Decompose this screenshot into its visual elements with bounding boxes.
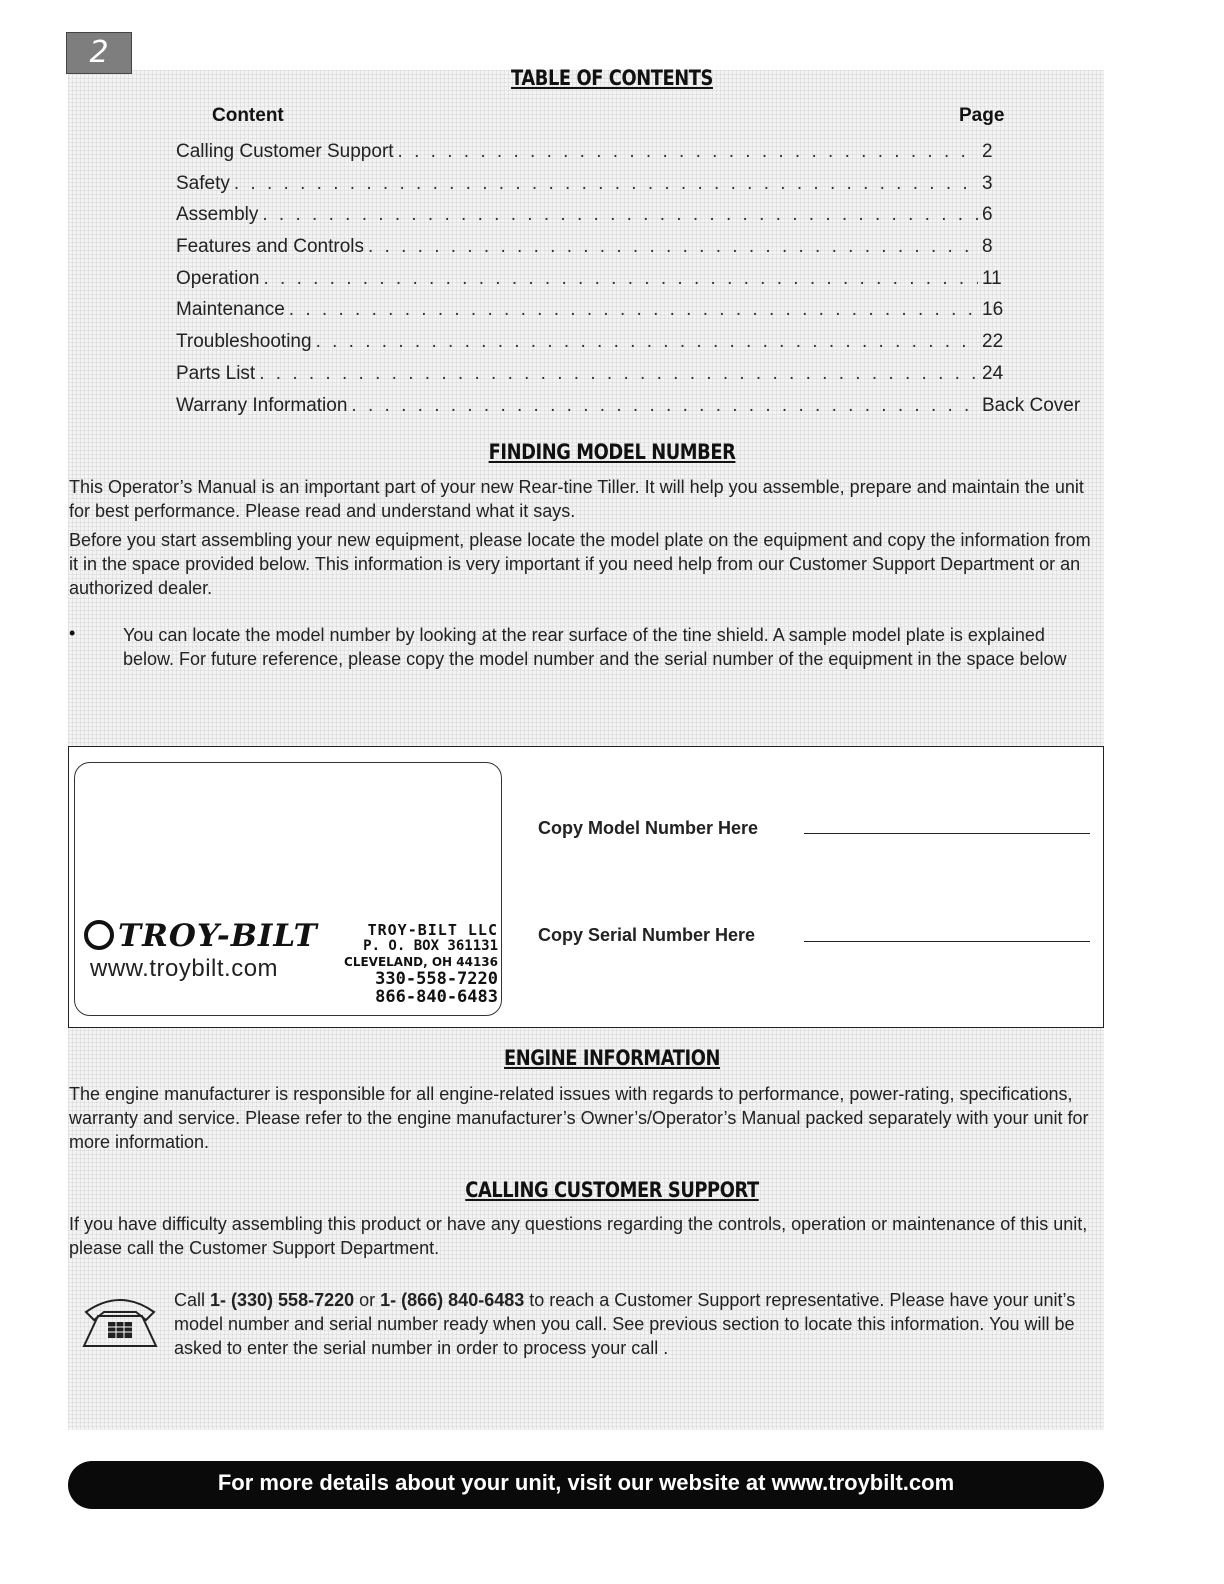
toc-entry bbox=[176, 363, 1086, 395]
serial-number-line[interactable] bbox=[804, 941, 1090, 942]
toc-entry bbox=[176, 331, 1086, 363]
toc-leader bbox=[259, 363, 978, 385]
toc-entry-page: 6 bbox=[982, 204, 993, 226]
customer-support-title: CALLING CUSTOMER SUPPORT bbox=[465, 1178, 759, 1202]
engine-info-title: ENGINE INFORMATION bbox=[504, 1046, 720, 1070]
logo-brand: TROY-BILT bbox=[118, 918, 318, 954]
toc-page-header: Page bbox=[959, 105, 1005, 126]
toc-entry bbox=[176, 236, 1086, 268]
toc-entry-title: Assembly bbox=[176, 204, 259, 226]
toc-entry-title: Calling Customer Support bbox=[176, 141, 394, 162]
model-number-line[interactable] bbox=[804, 833, 1090, 834]
toc-entry-page: 11 bbox=[982, 267, 1002, 289]
toc-entry-title: Safety bbox=[176, 172, 230, 194]
finding-model-paragraph-2: Before you start assembling your new equipment, please locate the model plate on the equipment and copy the information from it in the space provided below. This information is very important if you need help from our Customer Support Department or an authorized dealer. bbox=[69, 530, 1091, 598]
troy-bilt-logo bbox=[84, 918, 318, 954]
plate-po-box: P. O. BOX 361131 bbox=[363, 938, 498, 954]
serial-number-label: Copy Serial Number Here bbox=[538, 925, 756, 945]
toc-entry-page: 3 bbox=[982, 172, 993, 194]
plate-city: CLEVELAND, OH 44136 bbox=[344, 955, 498, 969]
toc-list bbox=[176, 141, 1086, 426]
call-suffix: to reach a Customer Support representative. Please have your unit’s model number and serial number ready when you call. See previous section to locate this information. You will be asked to enter the serial number in order to process your call . bbox=[174, 1290, 1076, 1358]
toc-entry-page: 22 bbox=[982, 331, 1004, 353]
finding-model-paragraph-1: This Operator’s Manual is an important part of your new Rear-tine Tiller. It will help you assemble, prepare and maintain the unit for best performance. Please read and understand what it says. bbox=[69, 477, 1084, 521]
page-number-badge: 2 bbox=[66, 32, 132, 74]
toc-entry bbox=[176, 141, 1086, 173]
call-prefix: Call bbox=[174, 1290, 211, 1310]
toc-title: TABLE OF CONTENTS bbox=[511, 66, 713, 90]
finding-model-title: FINDING MODEL NUMBER bbox=[488, 440, 736, 464]
engine-info-paragraph: The engine manufacturer is responsible for all engine-related issues with regards to performance, power-rating, specifications, warranty and service. Please refer to the engine manufacturer’s Owner’s/Operator’s Manual packed separately with your unit for more information. bbox=[69, 1084, 1089, 1152]
toc-leader bbox=[262, 204, 978, 226]
toc-entry-title: Warrany Information bbox=[176, 394, 348, 416]
toc-entry-title: Operation bbox=[176, 267, 260, 289]
toc-leader bbox=[234, 173, 978, 195]
call-or: or bbox=[354, 1290, 381, 1310]
plate-website: www.troybilt.com bbox=[90, 955, 279, 982]
toc-entry-title: Maintenance bbox=[176, 299, 285, 321]
toc-entry-page: 2 bbox=[982, 141, 993, 162]
toc-leader bbox=[351, 395, 978, 417]
toc-entry-page: 16 bbox=[982, 299, 1004, 321]
toc-entry-title: Parts List bbox=[176, 362, 256, 384]
toc-entry bbox=[176, 268, 1086, 300]
toc-entry-page: 8 bbox=[982, 236, 993, 258]
toc-entry-page: 24 bbox=[982, 362, 1004, 384]
toc-entry bbox=[176, 395, 1086, 427]
telephone-icon bbox=[80, 1290, 160, 1352]
toc-entry bbox=[176, 299, 1086, 331]
plate-phone-2: 866-840-6483 bbox=[375, 987, 498, 1007]
toc-entry-title: Troubleshooting bbox=[176, 331, 312, 353]
plate-phone-1: 330-558-7220 bbox=[375, 969, 498, 989]
model-number-label: Copy Model Number Here bbox=[538, 818, 759, 838]
toc-entry-title: Features and Controls bbox=[176, 236, 364, 258]
toc-entry-page: Back Cover bbox=[982, 394, 1081, 416]
finding-model-bullet: You can locate the model number by looking at the rear surface of the tine shield. A sample model plate is explained below. For future reference, please copy the model number and the serial number of the equipment in the space below bbox=[123, 625, 1067, 669]
customer-support-call-text bbox=[174, 1288, 1104, 1360]
toc-content-header: Content bbox=[212, 105, 284, 126]
toc-leader bbox=[316, 331, 978, 353]
customer-support-paragraph: If you have difficulty assembling this product or have any questions regarding the controls, operation or maintenance of this unit, please call the Customer Support Department. bbox=[69, 1214, 1088, 1258]
support-phone-1[interactable]: 1- (330) 558-7220 bbox=[210, 1290, 355, 1310]
toc-entry bbox=[176, 173, 1086, 205]
plate-address bbox=[332, 922, 498, 1006]
bullet-icon: • bbox=[69, 623, 76, 643]
toc-leader bbox=[398, 141, 978, 163]
toc-leader bbox=[368, 236, 978, 258]
toc-leader bbox=[263, 268, 978, 290]
logo-ring-icon bbox=[84, 920, 114, 950]
support-phone-2[interactable]: 1- (866) 840-6483 bbox=[380, 1290, 525, 1310]
toc-entry bbox=[176, 204, 1086, 236]
footer-website-banner: For more details about your unit, visit our website at www.troybilt.com bbox=[68, 1461, 1104, 1509]
toc-leader bbox=[289, 299, 978, 321]
plate-company: TROY-BILT LLC bbox=[367, 921, 498, 939]
